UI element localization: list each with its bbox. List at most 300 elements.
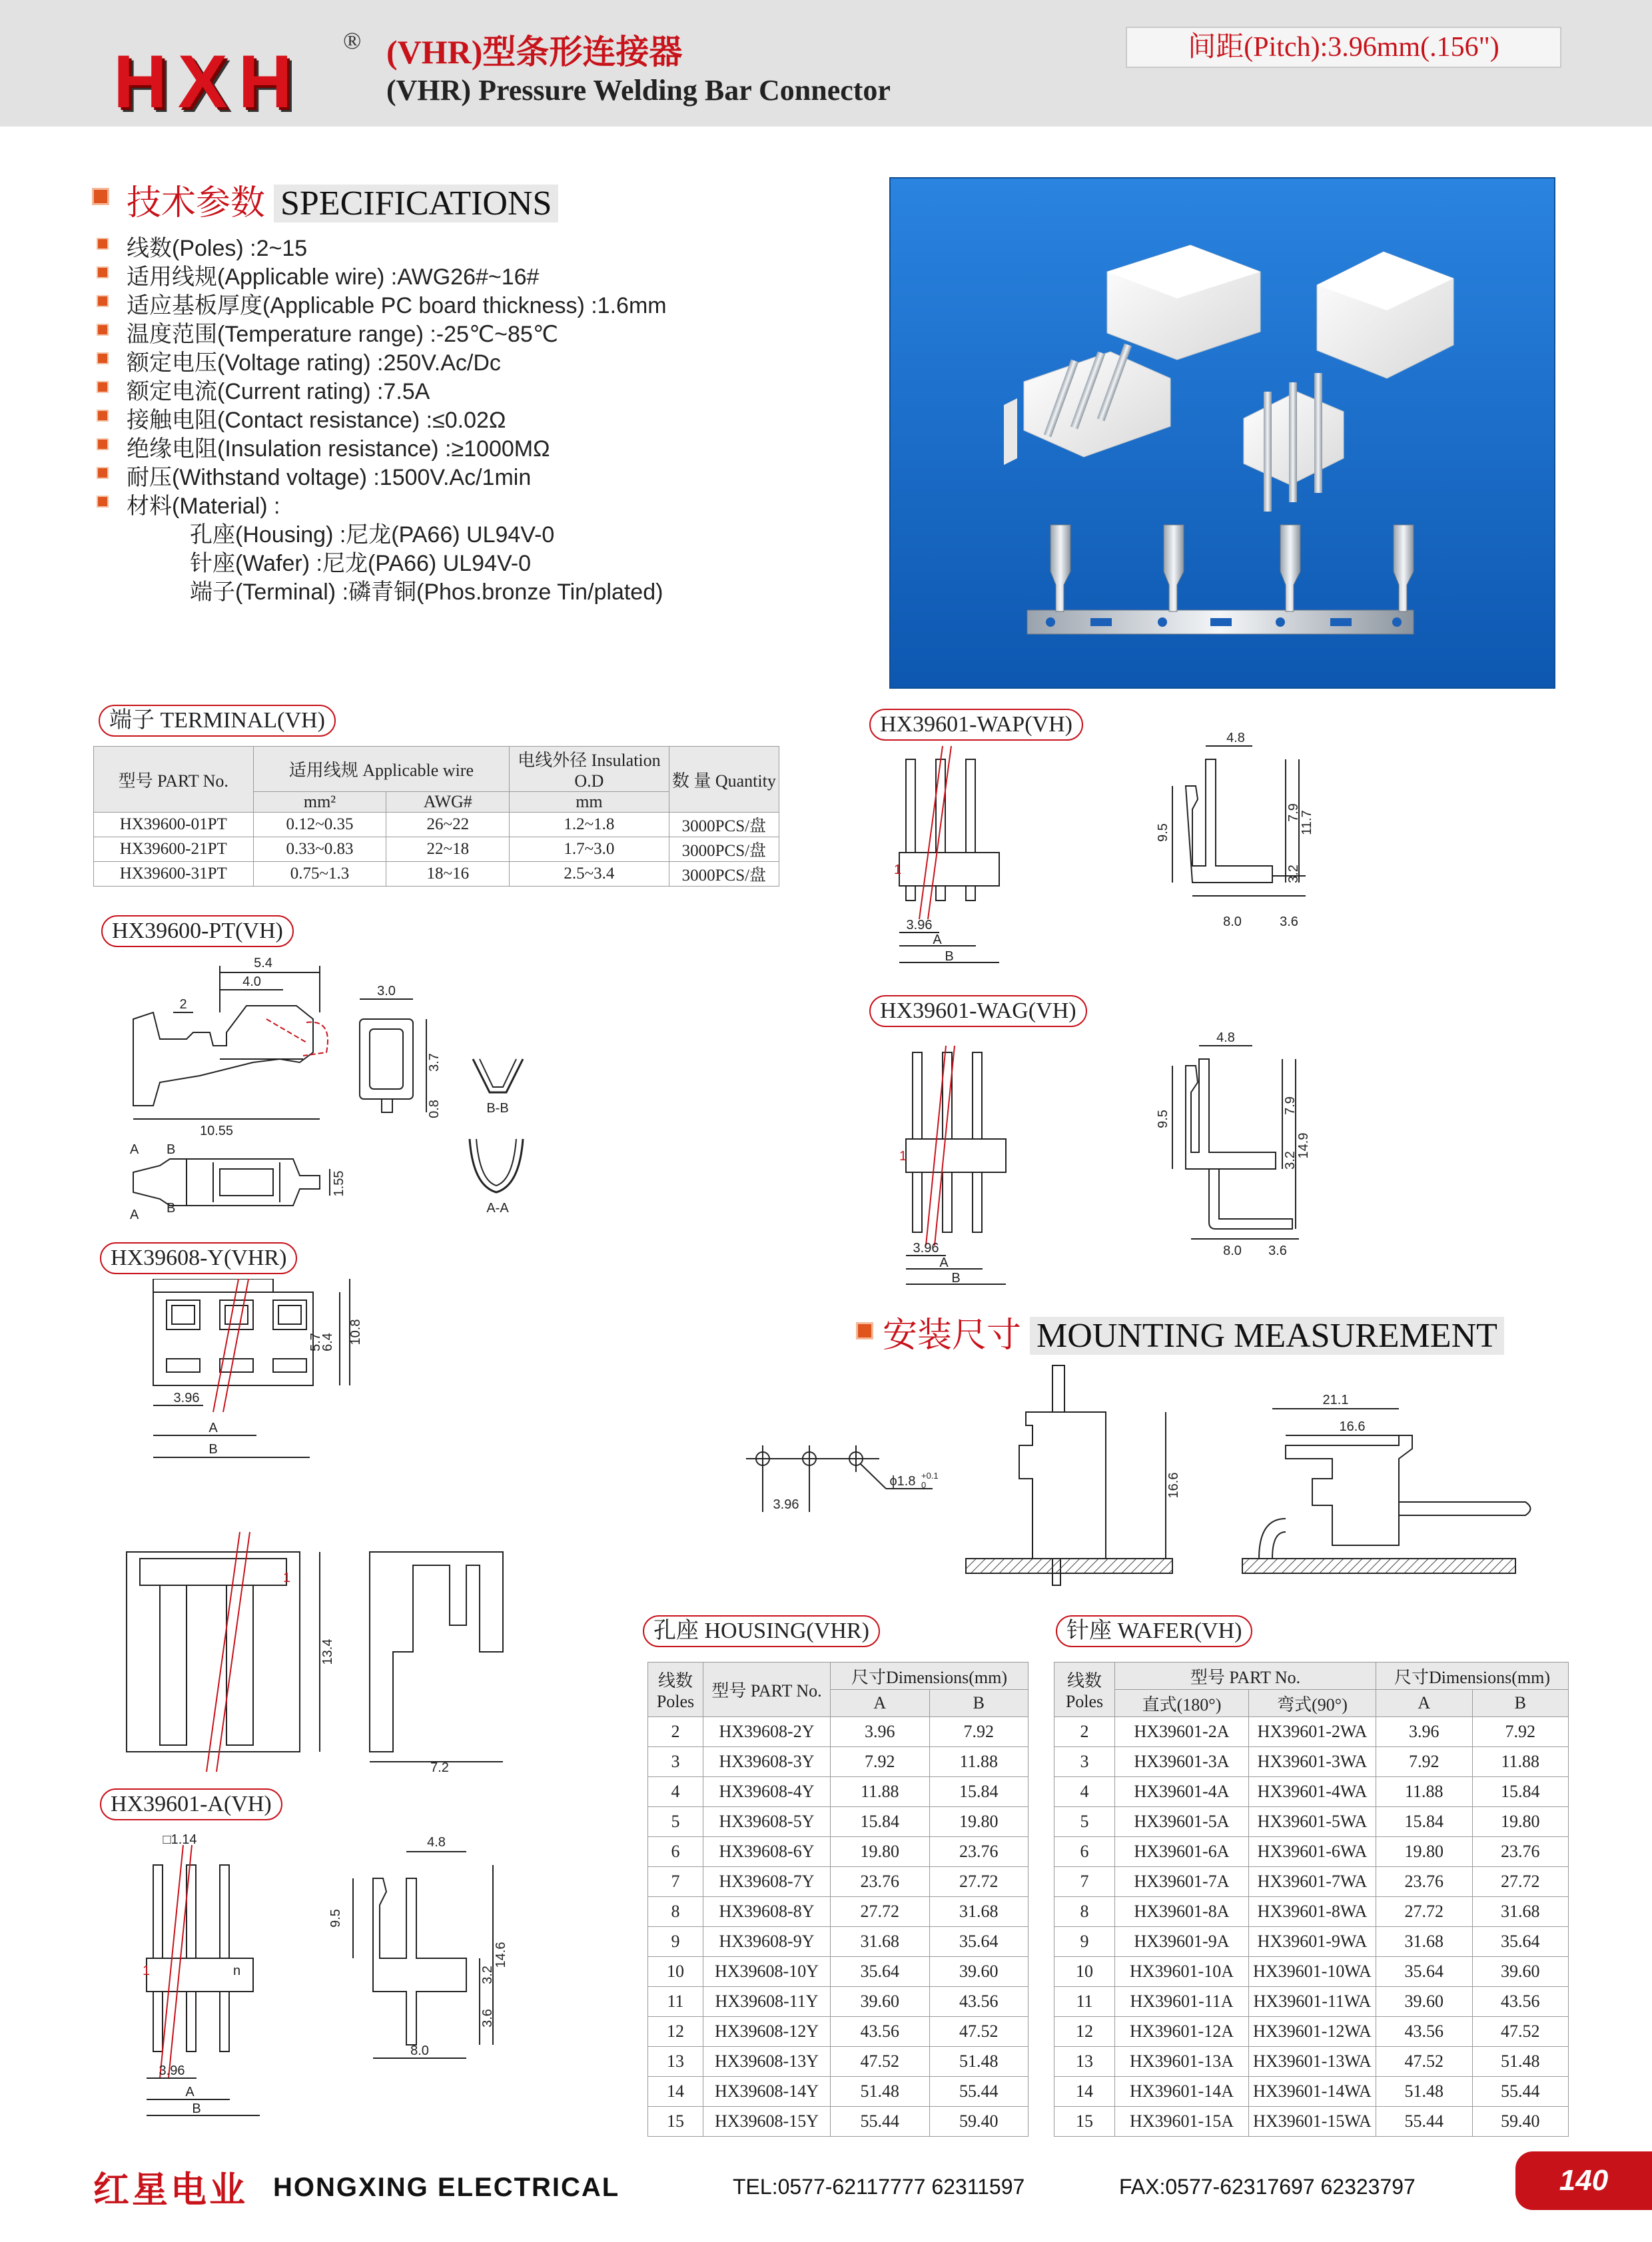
page-title-en: (VHR) Pressure Welding Bar Connector — [386, 74, 891, 107]
housing-table — [647, 1662, 1029, 2137]
terminal-header-awg: AWG# — [386, 792, 510, 813]
table-cell: HX39601-15WA — [1249, 2107, 1376, 2137]
table-cell: 3 — [648, 1747, 703, 1777]
table-cell: HX39601-10WA — [1249, 1957, 1376, 1987]
table-row — [1054, 1747, 1569, 1777]
pin-n-marker: n — [233, 1964, 241, 1978]
table-cell: 31.68 — [929, 1897, 1029, 1927]
dim-text: 9.5 — [1156, 823, 1170, 842]
table-cell: 13 — [1054, 2047, 1115, 2077]
table-cell: HX39608-7Y — [703, 1867, 831, 1897]
housing-y-drawing — [120, 1279, 600, 1772]
dim-text: 4.8 — [1216, 1030, 1235, 1045]
table-cell: HX39600-31PT — [94, 862, 254, 887]
table-row — [1054, 1717, 1569, 1747]
spec-item: 额定电流(Current rating) :7.5A — [127, 379, 430, 404]
table-cell: 19.80 — [1472, 1807, 1569, 1837]
table-row — [94, 862, 779, 887]
table-cell: HX39608-6Y — [703, 1837, 831, 1867]
table-cell: HX39608-14Y — [703, 2077, 831, 2107]
table-cell: 3000PCS/盘 — [669, 862, 779, 887]
table-cell: 6 — [1054, 1837, 1115, 1867]
table-cell: 22~18 — [386, 837, 510, 862]
table-cell: 31.68 — [1472, 1897, 1569, 1927]
dim-text: 3.2 — [480, 1966, 495, 1984]
table-cell: HX39601-7WA — [1249, 1867, 1376, 1897]
dim-text: 3.6 — [1268, 1244, 1287, 1258]
spec-bullet-icon — [97, 238, 109, 250]
registered-mark: ® — [343, 27, 362, 54]
table-cell: 11.88 — [1472, 1747, 1569, 1777]
dim-text: 3.6 — [480, 2009, 495, 2028]
table-row — [648, 1867, 1029, 1897]
housing-header-b: B — [929, 1690, 1029, 1717]
specifications-title — [127, 175, 558, 224]
dim-text: A — [208, 1421, 218, 1435]
table-cell: HX39601-2WA — [1249, 1717, 1376, 1747]
spec-bullet-icon — [97, 438, 109, 450]
dim-text: 3.96 — [913, 1241, 939, 1256]
wafer-wap-drawing — [879, 733, 1359, 972]
spec-bullet-icon — [97, 352, 109, 364]
logo: HXH — [113, 40, 303, 123]
dim-text: 5.7 — [308, 1333, 323, 1351]
wafer-header-part: 型号 PART No. — [1115, 1663, 1376, 1690]
table-cell: 3000PCS/盘 — [669, 837, 779, 862]
table-cell: 39.60 — [831, 1987, 930, 2017]
table-cell: HX39601-2A — [1115, 1717, 1249, 1747]
table-cell: HX39608-12Y — [703, 2017, 831, 2047]
table-cell: 19.80 — [831, 1837, 930, 1867]
table-row — [648, 2017, 1029, 2047]
table-row — [648, 1957, 1029, 1987]
table-cell: 26~22 — [386, 813, 510, 837]
table-cell: 15.84 — [831, 1807, 930, 1837]
spec-item: 接触电阻(Contact resistance) :≤0.02Ω — [127, 408, 506, 433]
table-row — [648, 1777, 1029, 1807]
terminal-header-qty: 数 量 Quantity — [669, 747, 779, 813]
table-row — [648, 1987, 1029, 2017]
table-row — [1054, 1927, 1569, 1957]
dim-text: B — [945, 949, 954, 964]
table-cell: HX39601-14WA — [1249, 2077, 1376, 2107]
dim-text: 14.9 — [1296, 1132, 1311, 1159]
dim-text: 9.5 — [328, 1909, 343, 1928]
section-bullet-icon — [92, 188, 109, 205]
terminal-header-mm2: mm² — [253, 792, 386, 813]
table-cell: 4 — [648, 1777, 703, 1807]
spec-material-item: 孔座(Housing) :尼龙(PA66) UL94V-0 — [190, 522, 555, 548]
table-cell: 9 — [648, 1927, 703, 1957]
dim-text: B — [192, 2101, 201, 2116]
dim-text: 3.2 — [1286, 865, 1301, 883]
table-cell: 59.40 — [1472, 2107, 1569, 2137]
spec-bullet-icon — [97, 266, 109, 278]
dim-text: 2 — [179, 997, 187, 1012]
table-cell: 23.76 — [1376, 1867, 1473, 1897]
spec-item: 适应基板厚度(Applicable PC board thickness) :1.6mm — [127, 293, 667, 318]
table-cell: 15.84 — [1472, 1777, 1569, 1807]
table-row — [648, 2107, 1029, 2137]
table-cell: HX39601-15A — [1115, 2107, 1249, 2137]
table-row — [1054, 2077, 1569, 2107]
table-cell: 11 — [1054, 1987, 1115, 2017]
table-cell: HX39601-5A — [1115, 1807, 1249, 1837]
dim-text: B — [167, 1201, 176, 1216]
table-cell: 43.56 — [831, 2017, 930, 2047]
table-cell: 23.76 — [1472, 1837, 1569, 1867]
terminal-header-wire: 适用线规 Applicable wire — [253, 747, 510, 792]
table-cell: HX39601-13WA — [1249, 2047, 1376, 2077]
table-row — [1054, 1867, 1569, 1897]
table-cell: 7 — [1054, 1867, 1115, 1897]
dim-text: 5.4 — [254, 956, 272, 970]
company-name-en: HONGXING ELECTRICAL — [273, 2173, 620, 2202]
table-cell: HX39600-01PT — [94, 813, 254, 837]
table-cell: 59.40 — [929, 2107, 1029, 2137]
spec-bullet-icon — [97, 295, 109, 307]
dim-text: 4.8 — [1226, 733, 1245, 745]
table-cell: 23.76 — [831, 1867, 930, 1897]
product-photo-illustration — [891, 179, 1555, 689]
table-row — [1054, 1777, 1569, 1807]
dim-text: A — [130, 1208, 139, 1222]
dim-text: 1.55 — [332, 1170, 346, 1197]
dim-text: 0 — [921, 1480, 927, 1490]
table-cell: HX39601-13A — [1115, 2047, 1249, 2077]
table-cell: 3 — [1054, 1747, 1115, 1777]
table-cell: 23.76 — [929, 1837, 1029, 1867]
housing-header-part: 型号 PART No. — [703, 1663, 831, 1717]
table-cell: 10 — [1054, 1957, 1115, 1987]
table-cell: 15.84 — [929, 1777, 1029, 1807]
dim-text: 10.8 — [348, 1319, 363, 1345]
dim-text: 14.6 — [494, 1942, 508, 1968]
terminal-header-od: 电线外径 Insulation O.D — [510, 747, 669, 792]
table-cell: 7.92 — [1376, 1747, 1473, 1777]
table-row — [94, 837, 779, 862]
dim-text: 3.6 — [1280, 915, 1298, 929]
table-cell: HX39601-8A — [1115, 1897, 1249, 1927]
dim-text: 16.6 — [1166, 1472, 1181, 1499]
table-cell: 39.60 — [929, 1957, 1029, 1987]
spec-bullet-icon — [97, 381, 109, 393]
table-cell: 12 — [1054, 2017, 1115, 2047]
table-cell: 7.92 — [929, 1717, 1029, 1747]
dim-text: 3.0 — [377, 984, 396, 998]
y-label: HX39608-Y(VHR) — [100, 1242, 297, 1274]
dim-text: □1.14 — [163, 1832, 197, 1847]
dim-text: 7.9 — [1283, 1096, 1298, 1115]
table-row — [648, 1807, 1029, 1837]
table-cell: 0.33~0.83 — [253, 837, 386, 862]
dim-text: A-A — [486, 1201, 509, 1216]
dim-text: 9.5 — [1156, 1110, 1170, 1128]
mounting-title — [883, 1307, 1504, 1357]
spec-item: 适用线规(Applicable wire) :AWG26#~16# — [127, 264, 540, 290]
table-cell: 27.72 — [929, 1867, 1029, 1897]
spec-material-item: 端子(Terminal) :磷青铜(Phos.bronze Tin/plated) — [190, 579, 663, 605]
dim-text: ϕ1.8 — [889, 1474, 916, 1489]
pitch-badge: 间距(Pitch):3.96mm(.156") — [1126, 27, 1561, 68]
table-cell: 18~16 — [386, 862, 510, 887]
dim-text: 8.0 — [410, 2044, 429, 2058]
dim-text: 3.96 — [906, 918, 933, 933]
table-cell: 11.88 — [831, 1777, 930, 1807]
table-cell: 51.48 — [831, 2077, 930, 2107]
table-cell: 19.80 — [1376, 1837, 1473, 1867]
dim-text: A — [933, 933, 942, 947]
table-row — [1054, 1957, 1569, 1987]
table-cell: 9 — [1054, 1927, 1115, 1957]
spec-bullet-icon — [97, 467, 109, 479]
dim-text: 0.8 — [427, 1100, 442, 1118]
product-photo — [889, 177, 1555, 689]
wafer-header-a: A — [1376, 1690, 1473, 1717]
table-cell: 5 — [1054, 1807, 1115, 1837]
table-row — [648, 1747, 1029, 1777]
dim-text: 13.4 — [320, 1639, 335, 1665]
specifications-title-cn: 技术参数 — [127, 185, 266, 222]
table-cell: 55.44 — [831, 2107, 930, 2137]
spec-bullet-icon — [97, 496, 109, 508]
table-cell: 7 — [648, 1867, 703, 1897]
table-cell: 51.48 — [1376, 2077, 1473, 2107]
wap-label: HX39601-WAP(VH) — [869, 709, 1083, 741]
table-cell: 27.72 — [831, 1897, 930, 1927]
table-cell: 43.56 — [1376, 2017, 1473, 2047]
table-cell: HX39601-3A — [1115, 1747, 1249, 1777]
wafer-header-dim: 尺寸Dimensions(mm) — [1376, 1663, 1569, 1690]
table-cell: 39.60 — [1376, 1987, 1473, 2017]
table-cell: 35.64 — [929, 1927, 1029, 1957]
table-cell: HX39601-4A — [1115, 1777, 1249, 1807]
table-cell: 13 — [648, 2047, 703, 2077]
terminal-header-part: 型号 PART No. — [94, 747, 254, 813]
table-cell: 14 — [1054, 2077, 1115, 2107]
dim-text: 4.0 — [242, 974, 261, 989]
table-cell: 27.72 — [1376, 1897, 1473, 1927]
spec-item: 额定电压(Voltage rating) :250V.Ac/Dc — [127, 350, 501, 376]
dim-text: 4.8 — [427, 1835, 446, 1850]
spec-material-item: 针座(Wafer) :尼龙(PA66) UL94V-0 — [190, 551, 532, 576]
spec-item: 温度范围(Temperature range) :-25℃~85℃ — [127, 322, 558, 347]
table-cell: 31.68 — [1376, 1927, 1473, 1957]
dim-text: 3.96 — [773, 1497, 799, 1512]
table-cell: 2 — [648, 1717, 703, 1747]
wafer-header-straight: 直式(180°) — [1115, 1690, 1249, 1717]
table-cell: 4 — [1054, 1777, 1115, 1807]
table-cell: 15 — [1054, 2107, 1115, 2137]
table-cell: 43.56 — [1472, 1987, 1569, 2017]
table-cell: 6 — [648, 1837, 703, 1867]
dim-text: +0.1 — [921, 1471, 939, 1481]
table-cell: 3.96 — [1376, 1717, 1473, 1747]
table-cell: 12 — [648, 2017, 703, 2047]
table-cell: HX39601-9WA — [1249, 1927, 1376, 1957]
pt-label: HX39600-PT(VH) — [101, 915, 294, 947]
wafer-header-poles: 线数 Poles — [1054, 1663, 1115, 1717]
table-cell: 3000PCS/盘 — [669, 813, 779, 837]
table-cell: HX39601-10A — [1115, 1957, 1249, 1987]
table-cell: 55.44 — [929, 2077, 1029, 2107]
terminal-table — [93, 746, 779, 887]
page-number: 140 — [1515, 2151, 1652, 2210]
dim-text: A — [939, 1256, 949, 1270]
table-cell: 47.52 — [1376, 2047, 1473, 2077]
table-cell: HX39601-9A — [1115, 1927, 1249, 1957]
pin1-marker: 1 — [894, 863, 902, 877]
spec-bullet-icon — [97, 324, 109, 336]
wafer-header-b: B — [1472, 1690, 1569, 1717]
table-cell: 8 — [1054, 1897, 1115, 1927]
dim-text: 8.0 — [1223, 1244, 1242, 1258]
table-cell: HX39601-7A — [1115, 1867, 1249, 1897]
dim-text: 3.2 — [1283, 1151, 1298, 1170]
table-row — [1054, 2047, 1569, 2077]
spec-item: 绝缘电阻(Insulation resistance) :≥1000MΩ — [127, 436, 550, 462]
table-cell: 35.64 — [1472, 1927, 1569, 1957]
table-cell: 11 — [648, 1987, 703, 2017]
spec-item: 耐压(Withstand voltage) :1500V.Ac/1min — [127, 465, 532, 490]
wafer-table — [1054, 1662, 1569, 2137]
table-row — [648, 1717, 1029, 1747]
dim-text: 3.96 — [159, 2063, 185, 2078]
spec-item: 材料(Material) : — [127, 494, 280, 519]
table-cell: HX39608-13Y — [703, 2047, 831, 2077]
table-cell: 43.56 — [929, 1987, 1029, 2017]
table-cell: 1.2~1.8 — [510, 813, 669, 837]
table-cell: HX39601-8WA — [1249, 1897, 1376, 1927]
dim-text: A — [185, 2085, 195, 2099]
table-cell: HX39608-2Y — [703, 1717, 831, 1747]
footer-fax: FAX:0577-62317697 62323797 — [1119, 2175, 1416, 2199]
table-cell: 51.48 — [1472, 2047, 1569, 2077]
wag-label: HX39601-WAG(VH) — [869, 995, 1087, 1027]
table-cell: 27.72 — [1472, 1867, 1569, 1897]
dim-text: 16.6 — [1339, 1419, 1366, 1434]
table-cell: HX39601-6A — [1115, 1837, 1249, 1867]
housing-header-poles: 线数 Poles — [648, 1663, 703, 1717]
terminal-table-body — [94, 813, 779, 887]
table-cell: 15.84 — [1376, 1807, 1473, 1837]
table-row — [648, 2077, 1029, 2107]
table-cell: 0.75~1.3 — [253, 862, 386, 887]
table-cell: 47.52 — [929, 2017, 1029, 2047]
footer-tel: TEL:0577-62117777 62311597 — [733, 2175, 1025, 2199]
dim-text: B-B — [486, 1101, 509, 1116]
housing-header-a: A — [831, 1690, 930, 1717]
table-cell: 15 — [648, 2107, 703, 2137]
housing-table-body — [648, 1717, 1029, 2137]
table-cell: HX39601-4WA — [1249, 1777, 1376, 1807]
page-title-cn: (VHR)型条形连接器 — [386, 33, 683, 71]
dim-text: 8.0 — [1223, 915, 1242, 929]
table-cell: HX39601-12WA — [1249, 2017, 1376, 2047]
table-cell: HX39608-8Y — [703, 1897, 831, 1927]
table-cell: HX39601-11WA — [1249, 1987, 1376, 2017]
table-cell: HX39601-6WA — [1249, 1837, 1376, 1867]
table-cell: 19.80 — [929, 1807, 1029, 1837]
wafer-table-body — [1054, 1717, 1569, 2137]
wafer-wag-drawing — [879, 1019, 1359, 1299]
pin1-marker: 1 — [143, 1964, 151, 1978]
a-label: HX39601-A(VH) — [100, 1788, 282, 1820]
table-cell: 10 — [648, 1957, 703, 1987]
table-cell: HX39608-10Y — [703, 1957, 831, 1987]
dim-text: 10.55 — [199, 1124, 234, 1138]
table-cell: 7.92 — [1472, 1717, 1569, 1747]
housing-header-dim: 尺寸Dimensions(mm) — [831, 1663, 1029, 1690]
wafer-header-bent: 弯式(90°) — [1249, 1690, 1376, 1717]
mounting-title-cn: 安装尺寸 — [883, 1317, 1022, 1355]
table-cell: HX39601-3WA — [1249, 1747, 1376, 1777]
table-cell: 55.44 — [1472, 2077, 1569, 2107]
housing-label: 孔座 HOUSING(VHR) — [643, 1615, 880, 1647]
table-cell: 35.64 — [831, 1957, 930, 1987]
table-cell: HX39608-9Y — [703, 1927, 831, 1957]
table-cell: HX39608-11Y — [703, 1987, 831, 2017]
pin1-marker: 1 — [899, 1149, 907, 1164]
dim-text: 7.9 — [1286, 803, 1301, 822]
wafer-label: 针座 WAFER(VH) — [1056, 1615, 1252, 1647]
table-cell: 0.12~0.35 — [253, 813, 386, 837]
terminal-pt-drawing — [120, 946, 626, 1226]
table-cell: HX39600-21PT — [94, 837, 254, 862]
dim-text: 3.96 — [173, 1391, 200, 1405]
company-name-cn: 红星电业 — [93, 2170, 248, 2210]
table-row — [648, 1927, 1029, 1957]
table-cell: 7.92 — [831, 1747, 930, 1777]
table-cell: 51.48 — [929, 2047, 1029, 2077]
table-cell: 3.96 — [831, 1717, 930, 1747]
table-cell: 1.7~3.0 — [510, 837, 669, 862]
section-bullet-icon — [856, 1322, 873, 1339]
dim-text: 21.1 — [1322, 1393, 1349, 1407]
table-cell: 2.5~3.4 — [510, 862, 669, 887]
table-row — [648, 1837, 1029, 1867]
dim-text: 6.4 — [320, 1333, 335, 1351]
table-cell: HX39608-5Y — [703, 1807, 831, 1837]
table-cell: HX39601-11A — [1115, 1987, 1249, 2017]
table-cell: 14 — [648, 2077, 703, 2107]
table-cell: 55.44 — [1376, 2107, 1473, 2137]
mounting-drawing — [733, 1359, 1572, 1605]
table-row — [1054, 2017, 1569, 2047]
spec-bullet-icon — [97, 410, 109, 422]
table-cell: HX39608-15Y — [703, 2107, 831, 2137]
spec-item: 线数(Poles) :2~15 — [127, 236, 308, 261]
table-cell: 11.88 — [929, 1747, 1029, 1777]
dim-text: B — [208, 1442, 218, 1457]
wafer-a-drawing — [120, 1825, 600, 2118]
table-cell: 11.88 — [1376, 1777, 1473, 1807]
table-cell: 39.60 — [1472, 1957, 1569, 1987]
pin1-marker: 1 — [283, 1571, 291, 1585]
table-cell: 8 — [648, 1897, 703, 1927]
dim-text: 7.2 — [430, 1760, 449, 1772]
table-row — [648, 1897, 1029, 1927]
table-cell: HX39608-3Y — [703, 1747, 831, 1777]
table-cell: 35.64 — [1376, 1957, 1473, 1987]
table-cell: 2 — [1054, 1717, 1115, 1747]
dim-text: 11.7 — [1300, 810, 1314, 835]
table-row — [1054, 1897, 1569, 1927]
terminal-label: 端子 TERMINAL(VH) — [99, 705, 336, 737]
specifications-title-en: SPECIFICATIONS — [274, 185, 558, 222]
dim-text: B — [951, 1271, 961, 1286]
table-cell: 5 — [648, 1807, 703, 1837]
